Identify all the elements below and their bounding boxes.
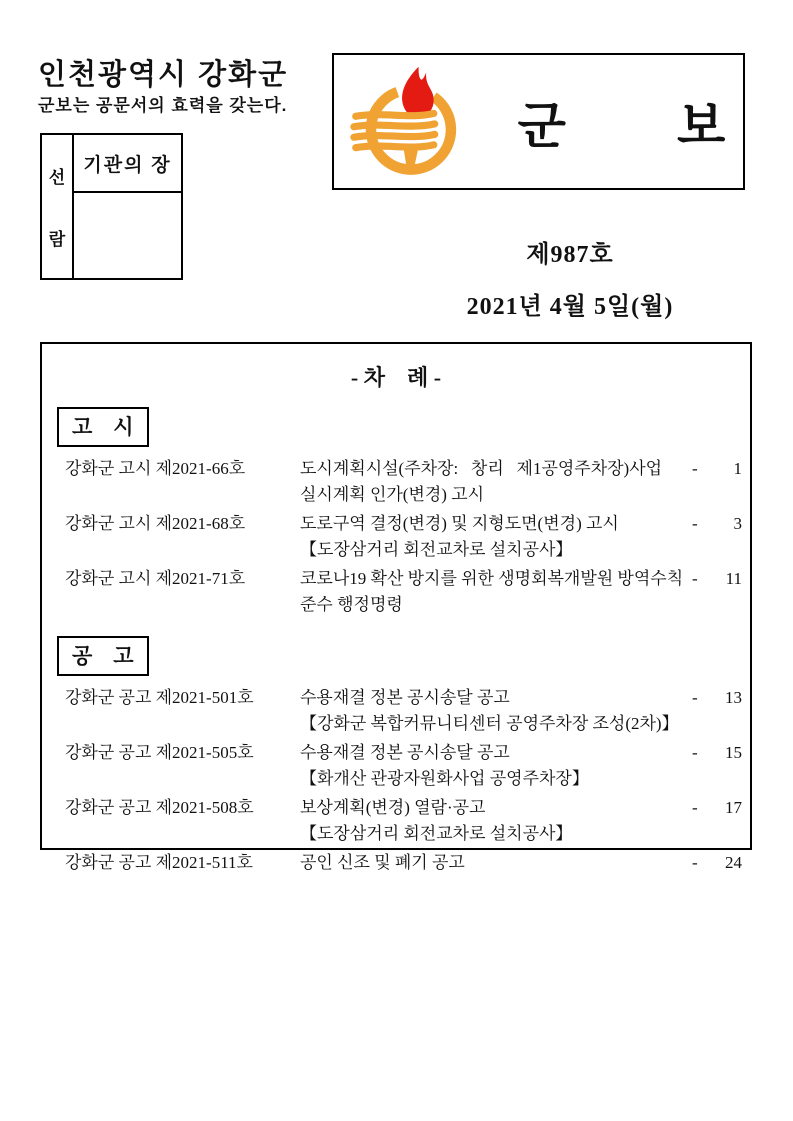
- masthead-title: 군 보: [517, 97, 726, 154]
- stamp-row-label-top: 선: [48, 168, 66, 188]
- toc-title: - 차 례 -: [350, 365, 442, 390]
- entry-title-line1: 공인 신조 및 폐기 공고: [300, 853, 465, 872]
- entry-title-line1: 도시계획시설(주차장: 창리 제1공영주차장)사업: [300, 459, 663, 478]
- stamp-cells: [74, 135, 181, 278]
- issue-date: 2021년 4월 5일(월): [466, 294, 674, 320]
- page-dash: -: [692, 853, 698, 872]
- page-number: 17: [725, 798, 742, 817]
- entry-title: [300, 685, 688, 737]
- section-gosi-entries: [42, 456, 750, 618]
- entry-page-ref: [692, 850, 742, 876]
- toc-entry: [65, 850, 742, 876]
- stamp-head-cell: 기관의 장: [74, 135, 181, 193]
- stamp-row-label-bottom: 람: [48, 229, 66, 249]
- toc-box: [40, 342, 752, 872]
- entry-page-ref: [692, 740, 742, 766]
- stamp-empty-cell: [74, 193, 181, 278]
- entry-title-line1: 도로구역 결정(변경) 및 지형도면(변경) 고시: [300, 514, 619, 533]
- entry-title: [300, 795, 688, 847]
- county-emblem-icon: [348, 63, 472, 181]
- page-dash: -: [692, 514, 698, 533]
- page-dash: -: [692, 798, 698, 817]
- entry-title: [300, 511, 688, 563]
- section-gonggo-entries: [42, 685, 750, 876]
- issue-number: 제987호: [526, 242, 614, 268]
- section-label-gosi: 고 시: [57, 407, 149, 447]
- doc-number: 강화군 고시 제2021-66호: [65, 459, 246, 478]
- doc-number: 강화군 공고 제2021-511호: [65, 853, 253, 872]
- doc-number: 강화군 고시 제2021-68호: [65, 514, 246, 533]
- entry-title: [300, 740, 688, 792]
- entry-title: [300, 850, 688, 876]
- page-dash: -: [692, 569, 698, 588]
- toc-entry: [65, 566, 742, 618]
- entry-title-line2: 준수 행정명령: [300, 595, 403, 614]
- entry-title-line2: 【도장삼거리 회전교차로 설치공사】: [300, 540, 573, 559]
- page-number: 15: [725, 743, 742, 762]
- entry-title-line2: 【화개산 관광자원화사업 공영주차장】: [300, 769, 589, 788]
- doc-number: 강화군 공고 제2021-505호: [65, 743, 254, 762]
- toc-entry: [65, 685, 742, 737]
- page-number: 1: [733, 459, 742, 478]
- entry-page-ref: [692, 685, 742, 711]
- approval-stamp-table: [40, 133, 183, 280]
- entry-title: [300, 566, 688, 618]
- stamp-row-label: [42, 135, 74, 278]
- entry-title-line1: 코로나19 확산 방지를 위한 생명회복개발원 방역수칙: [300, 569, 684, 588]
- masthead: [332, 53, 745, 190]
- doc-number: 강화군 공고 제2021-501호: [65, 688, 254, 707]
- toc-entry: [65, 795, 742, 847]
- page-number: 24: [725, 853, 742, 872]
- toc-entry: [65, 740, 742, 792]
- entry-page-ref: [692, 795, 742, 821]
- org-title: 인천광역시 강화군: [38, 59, 289, 91]
- toc-entry: [65, 511, 742, 563]
- entry-title-line1: 수용재결 정본 공시송달 공고: [300, 688, 510, 707]
- issue-block: [380, 234, 760, 321]
- entry-title-line1: 수용재결 정본 공시송달 공고: [300, 743, 510, 762]
- page-number: 11: [725, 569, 742, 588]
- entry-page-ref: [692, 511, 742, 537]
- page-number: 3: [733, 514, 742, 533]
- entry-title-line1: 보상계획(변경) 열람·공고: [300, 798, 486, 817]
- entry-title-line2: 실시계획 인가(변경) 고시: [300, 485, 485, 504]
- page-dash: -: [692, 688, 698, 707]
- section-label-gonggo: 공 고: [57, 636, 149, 676]
- gazette-motto: 군보는 공문서의 효력을 갖는다.: [38, 96, 288, 115]
- entry-page-ref: [692, 456, 742, 482]
- entry-title-line2: 【강화군 복합커뮤니티센터 공영주차장 조성(2차)】: [300, 714, 679, 733]
- page-number: 13: [725, 688, 742, 707]
- page-dash: -: [692, 459, 698, 478]
- entry-title-line2: 【도장삼거리 회전교차로 설치공사】: [300, 824, 573, 843]
- doc-number: 강화군 고시 제2021-71호: [65, 569, 246, 588]
- toc-entry: [65, 456, 742, 508]
- county-emblem-svg: [348, 63, 472, 181]
- doc-number: 강화군 공고 제2021-508호: [65, 798, 254, 817]
- page-dash: -: [692, 743, 698, 762]
- entry-page-ref: [692, 566, 742, 592]
- entry-title: [300, 456, 688, 508]
